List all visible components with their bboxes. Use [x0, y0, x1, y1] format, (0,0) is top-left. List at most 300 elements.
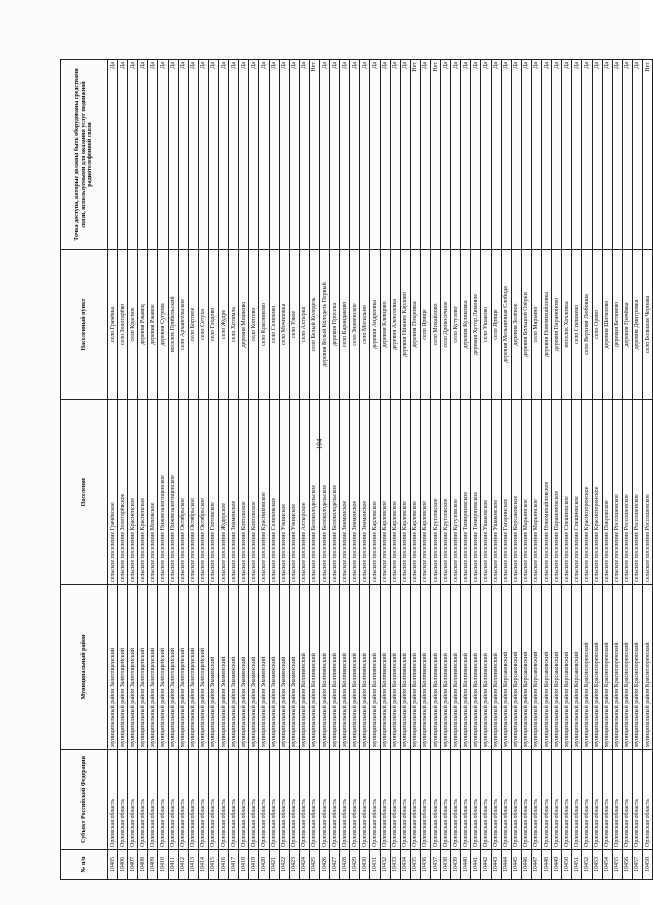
- cell-access-point: Да: [542, 60, 552, 250]
- cell-subject: Орловская область: [420, 750, 430, 850]
- cell-subject: Орловская область: [562, 750, 572, 850]
- cell-subject: Орловская область: [259, 750, 269, 850]
- cell-access-point: Да: [279, 60, 289, 250]
- table-row: [319, 60, 329, 880]
- cell-number: 10457: [632, 850, 642, 880]
- cell-access-point: Да: [491, 60, 501, 250]
- cell-settlement: сельское поселение Карловское: [410, 400, 420, 585]
- table-row: [531, 60, 541, 880]
- table-row: [390, 60, 400, 880]
- cell-locality: село Селихово: [269, 250, 279, 400]
- cell-subject: Орловская область: [531, 750, 541, 850]
- cell-settlement: сельское поселение Знаменское: [350, 400, 360, 585]
- cell-access-point: Да: [511, 60, 521, 250]
- cell-access-point: Да: [592, 60, 602, 250]
- cell-district: муниципальный район Колпнянский: [420, 585, 430, 750]
- cell-access-point: Да: [612, 60, 622, 250]
- cell-district: муниципальный район Колпнянский: [360, 585, 370, 750]
- cell-district: муниципальный район Знаменский: [229, 585, 239, 750]
- cell-settlement: сельское поселение Кругловское: [431, 400, 441, 585]
- cell-access-point: Да: [188, 60, 198, 250]
- cell-subject: Орловская область: [148, 750, 158, 850]
- cell-district: муниципальный район Знаменский: [219, 585, 229, 750]
- cell-subject: Орловская область: [390, 750, 400, 850]
- cell-access-point: Нет: [309, 60, 319, 250]
- cell-subject: Орловская область: [128, 750, 138, 850]
- cell-district: муниципальный район Колпнянский: [461, 585, 471, 750]
- cell-settlement: сельское поселение Кутузовское: [451, 400, 461, 585]
- cell-settlement: сельское поселение Россошенское: [632, 400, 642, 585]
- cell-locality: деревня Алексеевка: [390, 250, 400, 400]
- cell-number: 10422: [279, 850, 289, 880]
- cell-settlement: сельское поселение Знаменское: [360, 400, 370, 585]
- cell-settlement: сельское поселение Гагаринское: [501, 400, 511, 585]
- table-row: [188, 60, 198, 880]
- cell-access-point: Да: [552, 60, 562, 250]
- cell-settlement: сельское поселение Октябрьское: [178, 400, 188, 585]
- cell-number: 10410: [158, 850, 168, 880]
- cell-locality: деревня Зелёное: [511, 250, 521, 400]
- cell-district: муниципальный район Залегощенский: [168, 585, 178, 750]
- cell-locality: село Кутузово: [451, 250, 461, 400]
- cell-subject: Орловская область: [118, 750, 128, 850]
- cell-settlement: сельское поселение Красниковское: [259, 400, 269, 585]
- cell-number: 10447: [531, 850, 541, 880]
- cell-subject: Орловская область: [410, 750, 420, 850]
- header-locality: Населенный пункт: [61, 250, 108, 400]
- table-row: [562, 60, 572, 880]
- cell-number: 10454: [602, 850, 612, 880]
- cell-settlement: сельское поселение Грачёвское: [108, 400, 118, 585]
- cell-locality: село Михайлово: [431, 250, 441, 400]
- table-row: [592, 60, 602, 880]
- cell-access-point: Да: [198, 60, 208, 250]
- table-row: [239, 60, 249, 880]
- cell-district: муниципальный район Колпнянский: [491, 585, 501, 750]
- cell-subject: Орловская область: [572, 750, 582, 850]
- cell-number: 10431: [370, 850, 380, 880]
- cell-settlement: сельское поселение Моховское: [148, 400, 158, 585]
- cell-locality: село Дровосечное: [441, 250, 451, 400]
- cell-settlement: сельское поселение Тимирязевское: [461, 400, 471, 585]
- cell-subject: Орловская область: [552, 750, 562, 850]
- cell-number: 10406: [118, 850, 128, 880]
- cell-district: муниципальный район Корсаковский: [572, 585, 582, 750]
- cell-number: 10452: [582, 850, 592, 880]
- cell-district: муниципальный район Краснозоренский: [642, 585, 652, 750]
- cell-locality: деревня Парамоново: [552, 250, 562, 400]
- cell-subject: Орловская область: [158, 750, 168, 850]
- cell-locality: село Ярище: [491, 250, 501, 400]
- cell-access-point: Да: [229, 60, 239, 250]
- cell-subject: Орловская область: [370, 750, 380, 850]
- cell-settlement: сельское поселение Покровское: [602, 400, 612, 585]
- cell-number: 10451: [572, 850, 582, 880]
- cell-subject: Орловская область: [340, 750, 350, 850]
- cell-district: муниципальный район Корсаковский: [552, 585, 562, 750]
- cell-settlement: сельское поселение Октябрьское: [198, 400, 208, 585]
- table-row: [632, 60, 642, 880]
- cell-subject: Орловская область: [542, 750, 552, 850]
- cell-number: 10428: [340, 850, 350, 880]
- table-row: [219, 60, 229, 880]
- table-row: [542, 60, 552, 880]
- table-row: [178, 60, 188, 880]
- cell-district: муниципальный район Корсаковский: [562, 585, 572, 750]
- cell-access-point: Да: [441, 60, 451, 250]
- cell-locality: село Карандаково: [340, 250, 350, 400]
- cell-locality: село Архангельское: [178, 250, 188, 400]
- cell-locality: деревня Большой Озёрки: [521, 250, 531, 400]
- cell-number: 10434: [400, 850, 410, 880]
- cell-district: муниципальный район Колпнянский: [390, 585, 400, 750]
- table-row: [622, 60, 632, 880]
- header-access-point: Точка доступа, которые должны быть оборудованы средствами связи, используемыми для оказания услуг подвижной радиотелефонной связи: [61, 60, 108, 250]
- cell-district: муниципальный район Колпнянский: [319, 585, 329, 750]
- table-row: [441, 60, 451, 880]
- cell-district: муниципальный район Залегощенский: [158, 585, 168, 750]
- cell-district: муниципальный район Колпнянский: [370, 585, 380, 750]
- cell-district: муниципальный район Знаменский: [259, 585, 269, 750]
- cell-locality: деревня Мешково: [239, 250, 249, 400]
- cell-settlement: сельское поселение Россошенское: [622, 400, 632, 585]
- cell-number: 10407: [128, 850, 138, 880]
- cell-settlement: сельское поселение Узкинское: [289, 400, 299, 585]
- cell-settlement: сельское поселение Коптевское: [249, 400, 259, 585]
- table-row: [340, 60, 350, 880]
- cell-number: 10449: [552, 850, 562, 880]
- cell-settlement: сельское поселение Карловское: [420, 400, 430, 585]
- cell-access-point: Да: [481, 60, 491, 250]
- cell-number: 10450: [562, 850, 572, 880]
- cell-district: муниципальный район Залегощенский: [108, 585, 118, 750]
- header-subject: Субъект Российской Федерации: [61, 750, 108, 850]
- cell-access-point: Да: [299, 60, 309, 250]
- table-row: [511, 60, 521, 880]
- cell-locality: село Ярище: [420, 250, 430, 400]
- header-district: Муниципальный район: [61, 585, 108, 750]
- cell-settlement: сельское поселение Узкинское: [279, 400, 289, 585]
- cell-subject: Орловская область: [350, 750, 360, 850]
- cell-district: муниципальный район Знаменский: [249, 585, 259, 750]
- cell-access-point: Да: [330, 60, 340, 250]
- cell-district: муниципальный район Колпнянский: [441, 585, 451, 750]
- cell-district: муниципальный район Корсаковский: [501, 585, 511, 750]
- cell-number: 10440: [461, 850, 471, 880]
- cell-subject: Орловская область: [208, 750, 218, 850]
- cell-district: муниципальный район Колпнянский: [350, 585, 360, 750]
- cell-number: 10413: [188, 850, 198, 880]
- table-row: [138, 60, 148, 880]
- cell-settlement: сельское поселение Глотовское: [208, 400, 218, 585]
- cell-district: муниципальный район Колпнянский: [481, 585, 491, 750]
- cell-settlement: сельское поселение Белоколодезьское: [309, 400, 319, 585]
- cell-subject: Орловская область: [501, 750, 511, 850]
- cell-number: 10443: [491, 850, 501, 880]
- cell-number: 10405: [108, 850, 118, 880]
- cell-number: 10436: [420, 850, 430, 880]
- cell-number: 10424: [299, 850, 309, 880]
- cell-locality: деревня Покровка: [410, 250, 420, 400]
- cell-number: 10438: [441, 850, 451, 880]
- table-row: [229, 60, 239, 880]
- cell-access-point: Да: [582, 60, 592, 250]
- cell-district: муниципальный район Колпнянский: [471, 585, 481, 750]
- cell-access-point: Да: [128, 60, 138, 250]
- cell-district: муниципальный район Краснозоренский: [592, 585, 602, 750]
- cell-subject: Орловская область: [582, 750, 592, 850]
- cell-locality: деревня Сугрова: [158, 250, 168, 400]
- cell-subject: Орловская область: [592, 750, 602, 850]
- cell-locality: село Верхняя Любовша: [582, 250, 592, 400]
- table-row: [400, 60, 410, 880]
- cell-locality: село Орево: [592, 250, 602, 400]
- cell-district: муниципальный район Краснозоренский: [632, 585, 642, 750]
- cell-settlement: сельское поселение Марьинское: [521, 400, 531, 585]
- cell-subject: Орловская область: [279, 750, 289, 850]
- header-settlement: Поселение: [61, 400, 108, 585]
- cell-subject: Орловская область: [239, 750, 249, 850]
- cell-access-point: Да: [259, 60, 269, 250]
- cell-access-point: Да: [239, 60, 249, 250]
- cell-subject: Орловская область: [632, 750, 642, 850]
- cell-locality: деревня Грачёвка: [622, 250, 632, 400]
- cell-access-point: Нет: [410, 60, 420, 250]
- table-row: [249, 60, 259, 880]
- cell-access-point: Да: [289, 60, 299, 250]
- cell-district: муниципальный район Краснозоренский: [582, 585, 592, 750]
- cell-subject: Орловская область: [521, 750, 531, 850]
- page-number: 104: [315, 438, 324, 450]
- table-row: [602, 60, 612, 880]
- header-row: [61, 60, 108, 880]
- cell-district: муниципальный район Знаменский: [208, 585, 218, 750]
- table-row: [269, 60, 279, 880]
- cell-locality: деревня Бетинево: [612, 250, 622, 400]
- cell-access-point: Да: [168, 60, 178, 250]
- cell-access-point: Да: [602, 60, 612, 250]
- cell-access-point: Да: [138, 60, 148, 250]
- cell-locality: село Хотимль: [229, 250, 239, 400]
- cell-locality: село Бортное: [188, 250, 198, 400]
- cell-number: 10456: [622, 850, 632, 880]
- cell-locality: деревня Андреевка: [370, 250, 380, 400]
- cell-settlement: сельское поселение Карловское: [380, 400, 390, 585]
- table-row: [491, 60, 501, 880]
- cell-number: 10429: [350, 850, 360, 880]
- cell-access-point: Да: [451, 60, 461, 250]
- cell-locality: село Ахтырка: [299, 250, 309, 400]
- cell-subject: Орловская область: [229, 750, 239, 850]
- cell-subject: Орловская область: [319, 750, 329, 850]
- cell-district: муниципальный район Колпнянский: [410, 585, 420, 750]
- cell-settlement: сельское поселение Нижнезалегощенское: [168, 400, 178, 585]
- cell-district: муниципальный район Корсаковский: [531, 585, 541, 750]
- cell-subject: Орловская область: [168, 750, 178, 850]
- cell-settlement: сельское поселение Коптевское: [239, 400, 249, 585]
- cell-subject: Орловская область: [400, 750, 410, 850]
- cell-subject: Орловская область: [198, 750, 208, 850]
- cell-access-point: Да: [521, 60, 531, 250]
- cell-access-point: Да: [178, 60, 188, 250]
- table-row: [380, 60, 390, 880]
- cell-settlement: сельское поселение Карловское: [390, 400, 400, 585]
- cell-district: муниципальный район Колпнянский: [400, 585, 410, 750]
- cell-access-point: Да: [632, 60, 642, 250]
- cell-subject: Орловская область: [441, 750, 451, 850]
- cell-settlement: сельское поселение Знаменское: [229, 400, 239, 585]
- cell-district: муниципальный район Колпнянский: [451, 585, 461, 750]
- table-header: [61, 60, 108, 880]
- cell-locality: деревня Дмитровка: [632, 250, 642, 400]
- table-row: [289, 60, 299, 880]
- cell-access-point: Да: [572, 60, 582, 250]
- cell-locality: село Большая Чернава: [642, 250, 652, 400]
- cell-number: 10425: [309, 850, 319, 880]
- cell-locality: деревня Белый Колодезь Первый: [319, 250, 329, 400]
- cell-district: муниципальный район Краснозоренский: [622, 585, 632, 750]
- cell-locality: село Узкое: [289, 250, 299, 400]
- cell-settlement: сельское поселение Карловское: [370, 400, 380, 585]
- cell-locality: деревня Ржавец: [138, 250, 148, 400]
- cell-access-point: Да: [208, 60, 218, 250]
- cell-district: муниципальный район Залегощенский: [138, 585, 148, 750]
- cell-access-point: Да: [158, 60, 168, 250]
- cell-number: 10414: [198, 850, 208, 880]
- table-row: [128, 60, 138, 880]
- cell-locality: село Марьино: [531, 250, 541, 400]
- table-row: [198, 60, 208, 880]
- table-row: [461, 60, 471, 880]
- cell-district: муниципальный район Колпнянский: [309, 585, 319, 750]
- cell-number: 10444: [501, 850, 511, 880]
- table-row: [208, 60, 218, 880]
- cell-locality: деревня Клевцово: [380, 250, 390, 400]
- cell-settlement: сельское поселение Знаменское: [340, 400, 350, 585]
- cell-district: муниципальный район Краснозоренский: [612, 585, 622, 750]
- table-row: [481, 60, 491, 880]
- cell-locality: село Красниково: [259, 250, 269, 400]
- table-row: [168, 60, 178, 880]
- cell-settlement: сельское поселение Ушаковское: [481, 400, 491, 585]
- cell-subject: Орловская область: [188, 750, 198, 850]
- cell-district: муниципальный район Знаменский: [269, 585, 279, 750]
- cell-locality: село Глодово: [208, 250, 218, 400]
- cell-number: 10415: [208, 850, 218, 880]
- cell-settlement: сельское поселение Белоколодезьское: [330, 400, 340, 585]
- table-row: [309, 60, 319, 880]
- cell-settlement: сельское поселение Новомихайловское: [542, 400, 552, 585]
- cell-locality: деревня Просека: [330, 250, 340, 400]
- cell-number: 10448: [542, 850, 552, 880]
- cell-district: муниципальный район Знаменский: [279, 585, 289, 750]
- settlements-table: [60, 59, 653, 880]
- cell-district: муниципальный район Колпнянский: [340, 585, 350, 750]
- cell-number: 10446: [521, 850, 531, 880]
- cell-settlement: сельское поселение Красненское: [128, 400, 138, 585]
- cell-subject: Орловская область: [602, 750, 612, 850]
- table-row: [118, 60, 128, 880]
- cell-settlement: сельское поселение Краснозоренское: [592, 400, 602, 585]
- cell-settlement: сельское поселение Парамоновское: [552, 400, 562, 585]
- table-row: [299, 60, 309, 880]
- cell-settlement: сельское поселение Октябрьское: [188, 400, 198, 585]
- cell-number: 10433: [390, 850, 400, 880]
- cell-number: 10437: [431, 850, 441, 880]
- header-number: № п/п: [61, 850, 108, 880]
- cell-access-point: Да: [471, 60, 481, 250]
- cell-access-point: Да: [400, 60, 410, 250]
- cell-number: 10423: [289, 850, 299, 880]
- cell-number: 10442: [481, 850, 491, 880]
- cell-locality: деревня Новомихайловка: [542, 250, 552, 400]
- cell-subject: Орловская область: [249, 750, 259, 850]
- cell-locality: деревня Хутор Лимовое: [471, 250, 481, 400]
- cell-settlement: сельское поселение Ахтырское: [299, 400, 309, 585]
- cell-number: 10458: [642, 850, 652, 880]
- table-row: [370, 60, 380, 880]
- cell-access-point: Да: [562, 60, 572, 250]
- cell-locality: деревня Ржавое: [148, 250, 158, 400]
- table-body: [108, 60, 653, 880]
- cell-locality: село Жудре: [219, 250, 229, 400]
- cell-subject: Орловская область: [471, 750, 481, 850]
- cell-district: муниципальный район Корсаковский: [542, 585, 552, 750]
- cell-settlement: сельское поселение Карловское: [400, 400, 410, 585]
- table-row: [501, 60, 511, 880]
- cell-settlement: сельское поселение Краснозоренское: [582, 400, 592, 585]
- cell-subject: Орловская область: [178, 750, 188, 850]
- cell-locality: село Сетуха: [198, 250, 208, 400]
- cell-locality: поселок Хохловка: [562, 250, 572, 400]
- cell-subject: Орловская область: [511, 750, 521, 850]
- cell-number: 10455: [612, 850, 622, 880]
- cell-district: муниципальный район Залегощенский: [188, 585, 198, 750]
- cell-settlement: сельское поселение Селиховское: [269, 400, 279, 585]
- cell-settlement: сельское поселение Спешневское: [562, 400, 572, 585]
- cell-subject: Орловская область: [612, 750, 622, 850]
- cell-settlement: сельское поселение Марьинское: [531, 400, 541, 585]
- cell-district: муниципальный район Колпнянский: [431, 585, 441, 750]
- table-row: [330, 60, 340, 880]
- table-row: [410, 60, 420, 880]
- cell-district: муниципальный район Колпнянский: [299, 585, 309, 750]
- table-row: [471, 60, 481, 880]
- cell-subject: Орловская область: [309, 750, 319, 850]
- table-row: [582, 60, 592, 880]
- cell-access-point: Да: [108, 60, 118, 250]
- table-row: [148, 60, 158, 880]
- cell-locality: деревня Мельничная Слобода: [501, 250, 511, 400]
- cell-locality: село Коптево: [249, 250, 259, 400]
- cell-number: 10416: [219, 850, 229, 880]
- table-row: [350, 60, 360, 880]
- table-row: [259, 60, 269, 880]
- cell-subject: Орловская область: [451, 750, 461, 850]
- cell-district: муниципальный район Корсаковский: [521, 585, 531, 750]
- cell-district: муниципальный район Корсаковский: [511, 585, 521, 750]
- table-row: [451, 60, 461, 880]
- cell-settlement: сельское поселение Спешневское: [572, 400, 582, 585]
- table-row: [279, 60, 289, 880]
- cell-number: 10418: [239, 850, 249, 880]
- cell-settlement: сельское поселение Белоколодезьское: [319, 400, 329, 585]
- cell-locality: поселок Прибельский: [168, 250, 178, 400]
- cell-number: 10441: [471, 850, 481, 880]
- cell-access-point: Да: [622, 60, 632, 250]
- cell-access-point: Да: [269, 60, 279, 250]
- cell-number: 10409: [148, 850, 158, 880]
